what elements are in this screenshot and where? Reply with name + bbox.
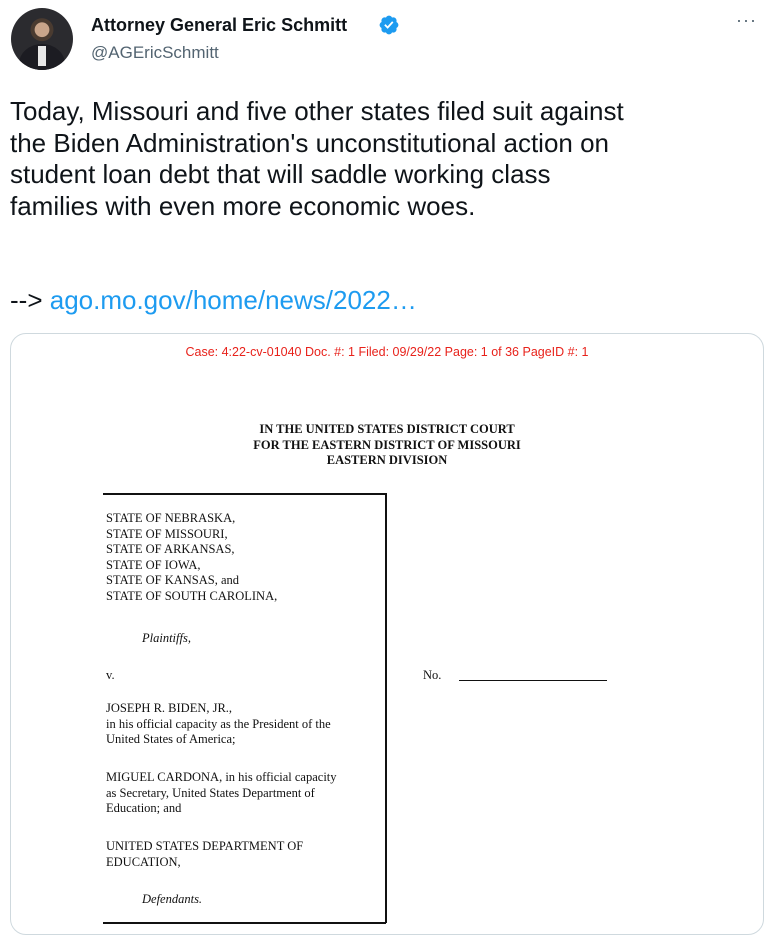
plaintiffs-label: Plaintiffs, [142, 631, 191, 645]
defendant-line: United States of America; [106, 732, 236, 746]
caption-box-bottom-rule [103, 922, 386, 924]
court-line: EASTERN DIVISION [326, 453, 448, 467]
tweet-line: Today, Missouri and five other states filed suit against [10, 96, 624, 126]
arrow-text: --> [10, 285, 43, 315]
defendant-line: EDUCATION, [106, 854, 181, 869]
plaintiff: STATE OF MISSOURI, [106, 526, 228, 541]
plaintiff: STATE OF IOWA, [106, 557, 201, 572]
defendant-line: MIGUEL CARDONA, in his official capacity [106, 770, 337, 784]
news-link[interactable]: ago.mo.gov/home/news/2022… [49, 285, 417, 315]
plaintiff: STATE OF KANSAS, and [106, 573, 240, 587]
court-line: FOR THE EASTERN DISTRICT OF MISSOURI [253, 437, 521, 452]
defendants-label: Defendants. [142, 892, 203, 906]
case-number-blank [459, 680, 607, 681]
document-image-card[interactable] [10, 333, 764, 935]
verified-badge-icon [378, 14, 400, 36]
case-header: Case: 4:22-cv-01040 Doc. #: 1 Filed: 09/29/22 Page: 1 of 36 PageID #: 1 [185, 345, 589, 359]
caption-box-right-rule [385, 493, 387, 923]
versus: v. [106, 668, 115, 682]
defendant-line: as Secretary, United States Department of [106, 785, 315, 800]
author-name[interactable]: Attorney General Eric Schmitt [91, 15, 348, 35]
defendant-department [106, 839, 303, 870]
avatar[interactable] [11, 8, 73, 70]
plaintiffs-list [106, 511, 277, 604]
tweet-link-line [10, 285, 417, 317]
more-options-icon[interactable]: ··· [736, 10, 757, 30]
caption-box-top-rule [103, 493, 386, 495]
tweet-line: student loan debt that will saddle working class [10, 159, 551, 189]
plaintiff: STATE OF SOUTH CAROLINA, [106, 588, 278, 603]
defendant-biden [106, 701, 331, 748]
defendant-line: in his official capacity as the President of the [106, 716, 331, 731]
plaintiff: STATE OF ARKANSAS, [106, 542, 235, 556]
author-handle[interactable]: @AGEricSchmitt [91, 43, 219, 62]
defendant-line: JOSEPH R. BIDEN, JR., [106, 701, 233, 715]
defendant-line: Education; and [106, 801, 182, 815]
court-line: IN THE UNITED STATES DISTRICT COURT [259, 422, 515, 436]
case-number-label: No. [423, 668, 442, 682]
tweet-line: families with even more economic woes. [10, 190, 476, 221]
tweet-text [10, 96, 770, 222]
defendant-line: UNITED STATES DEPARTMENT OF [106, 839, 304, 853]
defendant-cardona [106, 770, 337, 817]
avatar-shirt [38, 46, 46, 66]
plaintiff: STATE OF NEBRASKA, [106, 511, 236, 525]
tweet-line: the Biden Administration's unconstitutional action on [10, 127, 610, 158]
court-caption [11, 422, 763, 469]
